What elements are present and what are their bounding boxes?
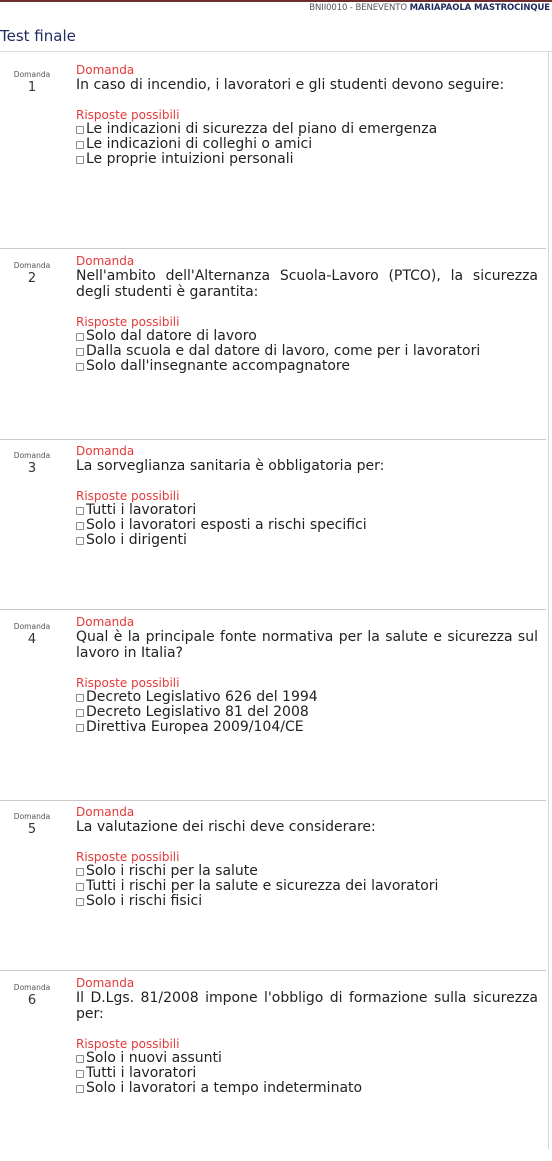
question-label: Domanda	[76, 444, 135, 458]
question-text: Nell'ambito dell'Alternanza Scuola-Lavoro (PTCO), la sicurezza degli studenti è garantita:	[76, 268, 538, 300]
question-block	[0, 615, 546, 800]
question-body	[76, 977, 538, 1096]
question-number-badge	[0, 622, 64, 648]
answer-option[interactable]	[76, 503, 538, 518]
question-side-label: Domanda	[13, 261, 51, 270]
answer-text: Solo i lavoratori esposti a rischi specifici	[86, 517, 367, 533]
answer-text: Solo i dirigenti	[86, 532, 187, 548]
checkbox-icon[interactable]	[76, 1085, 84, 1093]
answer-option[interactable]	[76, 879, 538, 894]
checkbox-icon[interactable]	[76, 333, 84, 341]
question-side-label: Domanda	[13, 983, 51, 992]
question-body	[76, 64, 538, 167]
answer-option[interactable]	[76, 533, 538, 548]
answers-label: Risposte possibili	[76, 108, 180, 122]
checkbox-icon[interactable]	[76, 724, 84, 732]
question-body	[76, 616, 538, 735]
header-code: BNII0010 - BENEVENTO	[309, 3, 407, 13]
answers-label: Risposte possibili	[76, 315, 180, 329]
question-text: Il D.Lgs. 81/2008 impone l'obbligo di formazione sulla sicurezza per:	[76, 990, 538, 1022]
checkbox-icon[interactable]	[76, 868, 84, 876]
checkbox-icon[interactable]	[76, 522, 84, 530]
answer-option[interactable]	[76, 137, 538, 152]
question-divider	[0, 439, 546, 440]
question-body	[76, 445, 538, 548]
question-text: La sorveglianza sanitaria è obbligatoria per:	[76, 458, 385, 474]
answer-option[interactable]	[76, 690, 538, 705]
header-user-name: MARIAPAOLA MASTROCINQUE	[409, 3, 550, 13]
checkbox-icon[interactable]	[76, 1070, 84, 1078]
question-side-label: Domanda	[13, 812, 51, 821]
answer-option[interactable]	[76, 1051, 538, 1066]
answer-option[interactable]	[76, 894, 538, 909]
question-label: Domanda	[76, 805, 135, 819]
right-border	[548, 52, 549, 1149]
answer-option[interactable]	[76, 1066, 538, 1081]
answer-option[interactable]	[76, 152, 538, 167]
question-block	[0, 976, 546, 1161]
question-number-badge	[0, 451, 64, 477]
question-divider	[0, 248, 546, 249]
question-text: In caso di incendio, i lavoratori e gli studenti devono seguire:	[76, 77, 505, 93]
question-label: Domanda	[76, 63, 135, 77]
answer-text: Direttiva Europea 2009/104/CE	[86, 719, 304, 735]
checkbox-icon[interactable]	[76, 507, 84, 515]
answer-text: Decreto Legislativo 626 del 1994	[86, 689, 318, 705]
answer-text: Le indicazioni di sicurezza del piano di emergenza	[86, 121, 438, 137]
checkbox-icon[interactable]	[76, 898, 84, 906]
question-number: 6	[27, 993, 37, 1008]
answer-text: Solo i lavoratori a tempo indeterminato	[86, 1080, 363, 1096]
answer-text: Decreto Legislativo 81 del 2008	[86, 704, 309, 720]
question-side-label: Domanda	[13, 70, 51, 79]
answer-text: Tutti i rischi per la salute e sicurezza dei lavoratori	[86, 878, 439, 894]
answer-text: Solo dall'insegnante accompagnatore	[86, 358, 350, 374]
answer-text: Tutti i lavoratori	[86, 502, 197, 518]
checkbox-icon[interactable]	[76, 537, 84, 545]
question-divider	[0, 609, 546, 610]
header-user-line	[309, 3, 550, 13]
answers-label: Risposte possibili	[76, 489, 180, 503]
page-title: Test finale	[0, 27, 76, 45]
question-number: 4	[27, 632, 37, 647]
answer-option[interactable]	[76, 518, 538, 533]
question-side-label: Domanda	[13, 622, 51, 631]
question-block	[0, 444, 546, 629]
answer-text: Solo i rischi fisici	[86, 893, 203, 909]
checkbox-icon[interactable]	[76, 156, 84, 164]
answer-text: Tutti i lavoratori	[86, 1065, 197, 1081]
question-number-badge	[0, 261, 64, 287]
question-block	[0, 254, 546, 439]
answer-option[interactable]	[76, 359, 538, 374]
answers-label: Risposte possibili	[76, 1037, 180, 1051]
question-text: Qual è la principale fonte normativa per la salute e sicurezza sul lavoro in Italia?	[76, 629, 538, 661]
question-body	[76, 806, 538, 909]
question-number-badge	[0, 70, 64, 96]
question-divider	[0, 970, 546, 971]
question-side-label: Domanda	[13, 451, 51, 460]
answer-option[interactable]	[76, 864, 538, 879]
question-number: 5	[27, 822, 37, 837]
checkbox-icon[interactable]	[76, 883, 84, 891]
checkbox-icon[interactable]	[76, 363, 84, 371]
checkbox-icon[interactable]	[76, 126, 84, 134]
question-number: 3	[27, 461, 37, 476]
answer-option[interactable]	[76, 344, 538, 359]
answer-option[interactable]	[76, 1081, 538, 1096]
question-label: Domanda	[76, 615, 135, 629]
question-number-badge	[0, 983, 64, 1009]
question-label: Domanda	[76, 976, 135, 990]
question-block	[0, 805, 546, 990]
checkbox-icon[interactable]	[76, 348, 84, 356]
checkbox-icon[interactable]	[76, 141, 84, 149]
checkbox-icon[interactable]	[76, 1055, 84, 1063]
answers-label: Risposte possibili	[76, 850, 180, 864]
question-divider	[0, 800, 546, 801]
answer-option[interactable]	[76, 329, 538, 344]
answer-text: Dalla scuola e dal datore di lavoro, come per i lavoratori	[86, 343, 481, 359]
question-body	[76, 255, 538, 374]
question-number: 2	[27, 271, 37, 286]
question-text: La valutazione dei rischi deve considerare:	[76, 819, 376, 835]
answer-text: Solo dal datore di lavoro	[86, 328, 257, 344]
answer-text: Solo i rischi per la salute	[86, 863, 258, 879]
checkbox-icon[interactable]	[76, 694, 84, 702]
question-block	[0, 63, 546, 248]
answer-text: Le indicazioni di colleghi o amici	[86, 136, 313, 152]
question-number: 1	[27, 80, 37, 95]
answers-label: Risposte possibili	[76, 676, 180, 690]
title-divider	[0, 51, 552, 52]
answer-option[interactable]	[76, 720, 538, 735]
question-label: Domanda	[76, 254, 135, 268]
answer-text: Solo i nuovi assunti	[86, 1050, 222, 1066]
question-number-badge	[0, 812, 64, 838]
answer-option[interactable]	[76, 122, 538, 137]
checkbox-icon[interactable]	[76, 709, 84, 717]
answer-option[interactable]	[76, 705, 538, 720]
answer-text: Le proprie intuizioni personali	[86, 151, 294, 167]
